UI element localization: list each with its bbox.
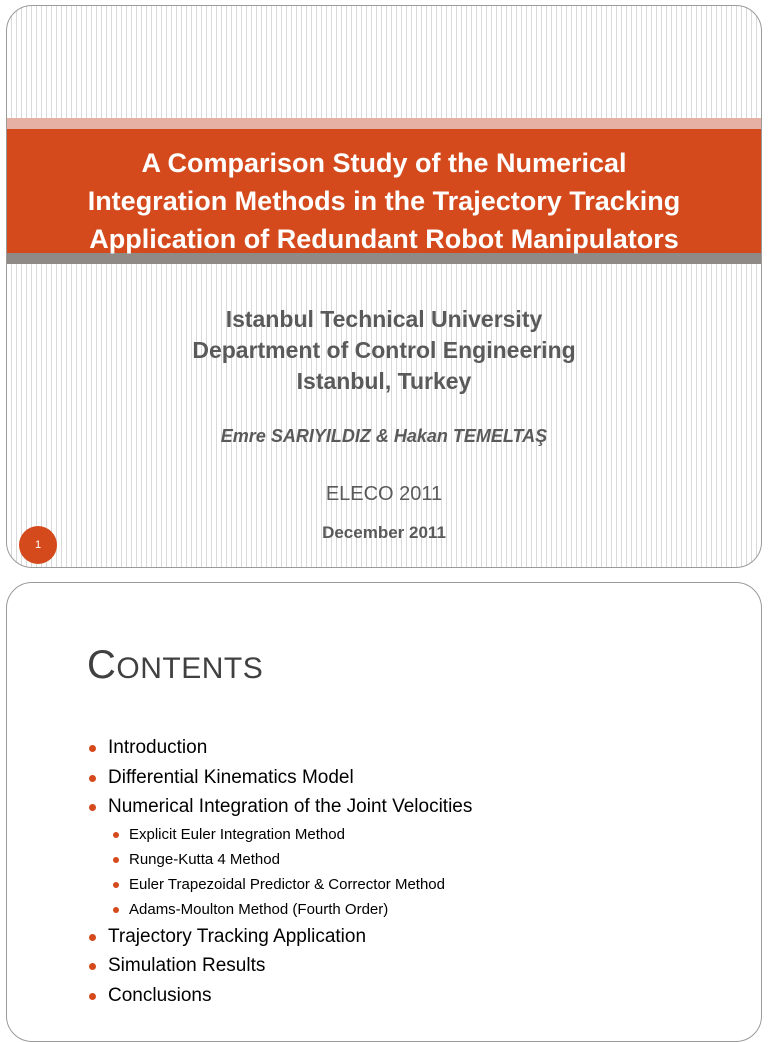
bullet-icon	[89, 804, 96, 811]
bullet-icon	[113, 832, 119, 838]
title-band-top-stripe	[7, 118, 761, 129]
department-name: Department of Control Engineering	[192, 337, 576, 363]
list-item-text: Numerical Integration of the Joint Velocities	[108, 796, 473, 817]
list-item-text: Simulation Results	[108, 955, 266, 976]
authors: Emre SARIYILDIZ & Hakan TEMELTAŞ	[220, 426, 548, 446]
sub-list-item	[87, 847, 472, 872]
slide-title-line-2: Integration Methods in the Trajectory Tracking	[87, 186, 681, 216]
list-item-text: Trajectory Tracking Application	[108, 925, 367, 947]
list-item	[87, 951, 472, 981]
list-item	[87, 733, 472, 763]
sub-list-item	[87, 822, 472, 847]
bullet-icon	[113, 857, 119, 863]
bullet-icon	[89, 934, 96, 941]
title-slide	[6, 5, 762, 568]
slide-title-line-1: A Comparison Study of the Numerical	[141, 148, 627, 178]
sub-list-item-text: Explicit Euler Integration Method	[129, 825, 345, 843]
sub-list-item	[87, 897, 472, 922]
location: Istanbul, Turkey	[296, 368, 472, 394]
list-item	[87, 763, 472, 793]
list-item-text: Introduction	[108, 737, 208, 758]
page-number-badge: 1	[19, 526, 57, 564]
contents-heading	[87, 643, 263, 688]
slide-title	[37, 144, 731, 258]
contents-heading-initial: C	[87, 643, 117, 687]
contents-slide	[6, 582, 762, 1042]
sub-list-item-text: Adams-Moulton Method (Fourth Order)	[129, 900, 389, 918]
bullet-icon	[89, 963, 96, 970]
title-band	[7, 118, 761, 264]
sub-list-item	[87, 872, 472, 897]
bullet-icon	[89, 775, 96, 782]
list-item	[87, 922, 472, 952]
presentation-date: December 2011	[322, 523, 446, 542]
bullet-icon	[113, 882, 119, 888]
bullet-icon	[89, 993, 96, 1000]
bullet-icon	[89, 745, 96, 752]
list-item-text: Differential Kinematics Model	[108, 766, 354, 788]
contents-heading-rest: ONTENTS	[116, 652, 264, 685]
bullet-icon	[113, 907, 119, 913]
contents-list	[87, 733, 472, 1010]
list-item	[87, 792, 472, 822]
list-item-text: Conclusions	[108, 984, 212, 1006]
sub-list-item-text: Runge-Kutta 4 Method	[129, 850, 280, 868]
sub-list-item-text: Euler Trapezoidal Predictor & Corrector Method	[129, 875, 445, 893]
list-item	[87, 981, 472, 1011]
university-name: Istanbul Technical University	[225, 306, 543, 332]
slide-title-line-3: Application of Redundant Robot Manipulators	[89, 224, 679, 254]
conference-name: ELECO 2011	[325, 483, 443, 505]
